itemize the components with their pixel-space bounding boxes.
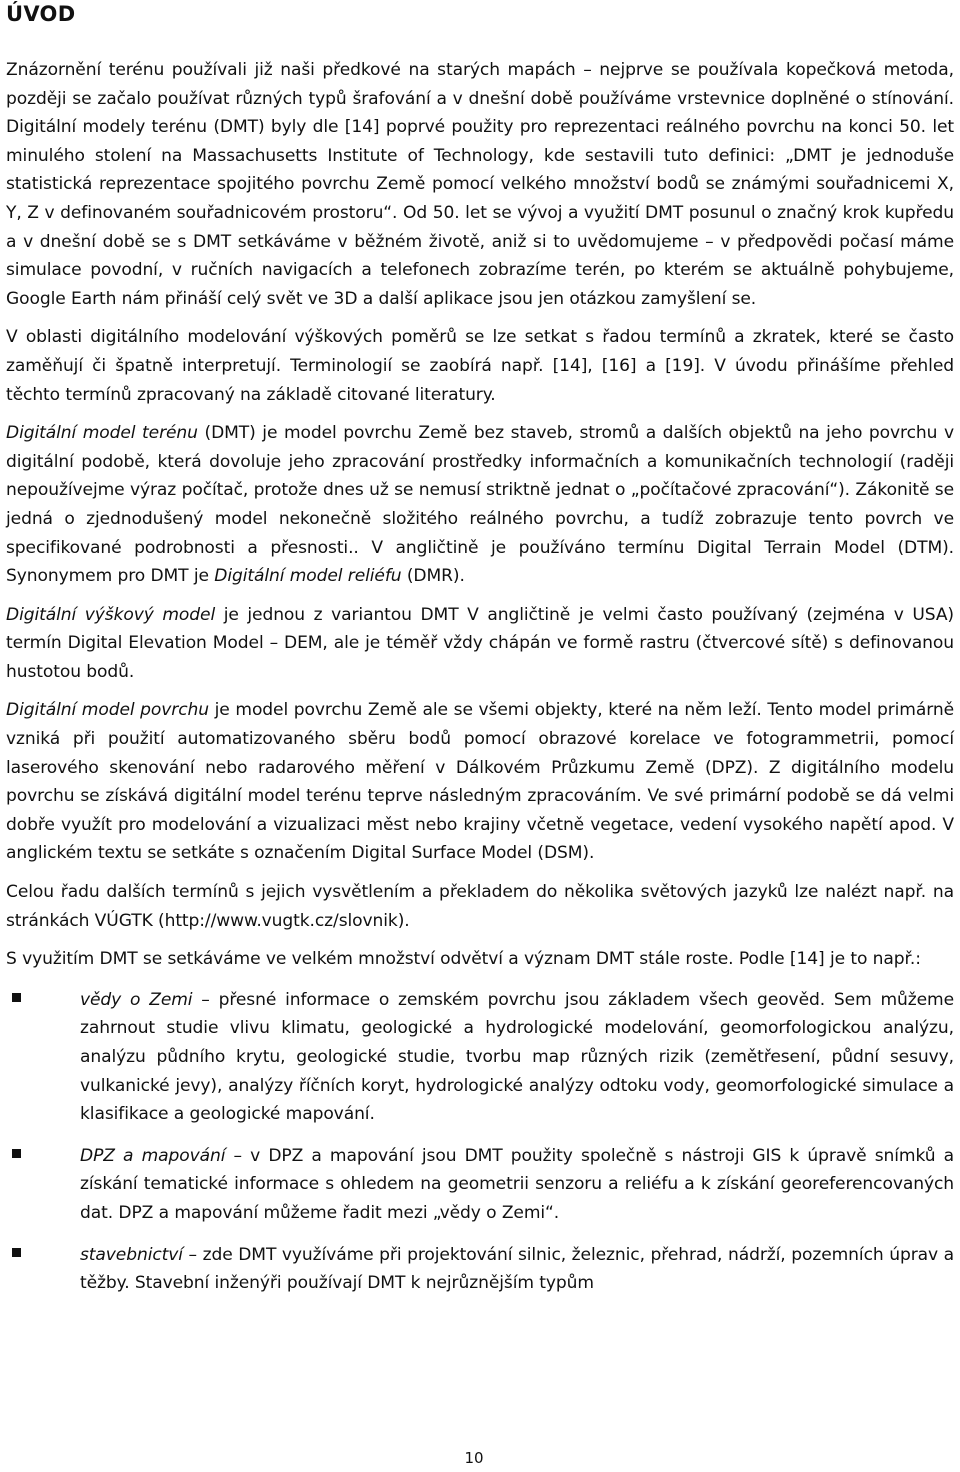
section-heading: ÚVOD bbox=[6, 2, 76, 26]
list-item bbox=[6, 1142, 954, 1228]
square-bullet-icon bbox=[12, 1149, 21, 1158]
list-item bbox=[6, 986, 954, 1129]
dvm-definition-text: je jednou z variantou DMT V angličtině je velmi často používaný (zejména v USA) termín Digital Elevation Model – DEM, ale je téměř vždy chápán ve formě rastru (čtvercové sítě) s definovanou hustotou bodů. bbox=[6, 604, 954, 682]
page-number: 10 bbox=[464, 1449, 484, 1467]
usage-list bbox=[6, 986, 954, 1298]
dvm-definition-paragraph bbox=[6, 601, 954, 687]
term-dmp: Digitální model povrchu bbox=[6, 700, 209, 721]
terminology-paragraph: V oblasti digitálního modelování výškových poměrů se lze setkat s řadou termínů a zkratek, které se často zaměňují či špatně interpretují. Terminologií se zaobírá např. [14], [16] a [19]. V úvodu přinášíme přehled těchto termínů zpracovaný na základě citované literatury. bbox=[6, 327, 954, 405]
intro-paragraph: Znázornění terénu používali již naši předkové na starých mapách – nejprve se používala kopečková metoda, později se začalo používat různých typů šrafování a v dnešní době používáme vrstevnice doplněné o stínování. Digitální modely terénu (DMT) byly dle [14] poprvé použity pro reprezentaci reálného povrchu na konci 50. let minulého stolení na Massachusetts Institute of Technology, kde sestavili tuto definici: „DMT je jednoduše statistická reprezentace spojitého povrchu Země pomocí velkého množství bodů se známými souřadnicemi X, Y, Z v definovaném souřadnicovém prostoru“. Od 50. let se vývoj a využití DMT posunul o značný krok kupředu a v dnešní době se s DMT setkáváme v běžném životě, aniž si to uvědomujeme – v předpovědi počasí máme simulace povodní, v ručních navigacích a telefonech zobrazíme terén, po kterém se aktuálně pohybujeme, Google Earth nám přináší celý svět ve 3D a další aplikace jsou jen otázkou zamyšlení se. bbox=[6, 60, 954, 309]
list-item-term: stavebnictví bbox=[80, 1244, 183, 1265]
list-item-text: – zde DMT využíváme při projektování silnic, železnic, přehrad, nádrží, pozemních úprav a těžby. Stavební inženýři používají DMT k nejrůznějším typům bbox=[80, 1244, 954, 1294]
body-text bbox=[6, 56, 954, 1311]
usage-paragraph: S využitím DMT se setkáváme ve velkém množství odvětví a význam DMT stále roste. Podle [14] je to např.: bbox=[6, 949, 921, 970]
dmt-definition-text: (DMT) je model povrchu Země bez staveb, stromů a dalších objektů na jeho povrchu v digitální podobě, která dovoluje jeho zpracování prostředky informačních a komunikačních technologií (raději nepoužívejme výraz počítač, protože dnes už se nemusí striktně jednat o „počítačové zpracování“). Zákonitě se jedná o zjednodušený model nekonečně složitého reálného povrchu, a tudíž zobrazuje tento povrch ve specifikované podrobnosti a přesnosti.. V angličtině je používáno termínu Digital Terrain Model (DTM). Synonymem pro DMT je bbox=[6, 423, 954, 587]
vugtk-paragraph: Celou řadu dalších termínů s jejich vysvětlením a překladem do několika světových jazyků lze nalézt např. na stránkách VÚGTK (http://www.vugtk.cz/slovnik). bbox=[6, 882, 954, 931]
term-dmt: Digitální model terénu bbox=[6, 423, 198, 444]
term-dvm: Digitální výškový model bbox=[6, 604, 216, 625]
list-item-text: – přesné informace o zemském povrchu jsou základem všech geověd. Sem můžeme zahrnout studie vlivu klimatu, geologické a hydrologické modelování, geomorfologickou analýzu, analýzu půdního krytu, geologické studie, tvorbu map různých rizik (zemětřesení, půdní sesuvy, vulkanické jevy), analýzy říčních koryt, hydrologické analýzy odtoku vody, geomorfologické simulace a klasifikace a geologické mapování. bbox=[80, 989, 954, 1125]
dmt-definition-paragraph bbox=[6, 419, 954, 591]
list-item-term: vědy o Zemi bbox=[80, 989, 193, 1010]
square-bullet-icon bbox=[12, 1248, 21, 1257]
list-item-text: – v DPZ a mapování jsou DMT použity společně s nástroji GIS k úpravě snímků a získání tematické informace s ohledem na geometrii senzoru a reliéfu a k získání georeferencovaných dat. DPZ a mapování můžeme řadit mezi „vědy o Zemi“. bbox=[80, 1145, 954, 1223]
dmp-definition-text: je model povrchu Země ale se všemi objekty, které na něm leží. Tento model primárně vzniká při použití automatizovaného sběru bodů pomocí obrazové korelace ve fotogrammetrii, pomocí laserového skenování nebo radarového měření v Dálkovém Průzkumu Země (DPZ). Z digitálního modelu povrchu se získává digitální model terénu teprve následným zpracováním. Ve své primární podobě se dá velmi dobře využít pro modelování a vizualizaci měst nebo krajiny včetně vegetace, vedení vysokého napětí apod. V anglickém textu se setkáte s označením Digital Surface Model (DSM). bbox=[6, 700, 954, 864]
dmp-definition-paragraph bbox=[6, 696, 954, 868]
list-item bbox=[6, 1241, 954, 1298]
list-item-term: DPZ a mapování bbox=[80, 1145, 226, 1166]
square-bullet-icon bbox=[12, 993, 21, 1002]
dmr-suffix-text: (DMR). bbox=[401, 566, 465, 587]
term-dmr: Digitální model reliéfu bbox=[214, 566, 402, 587]
